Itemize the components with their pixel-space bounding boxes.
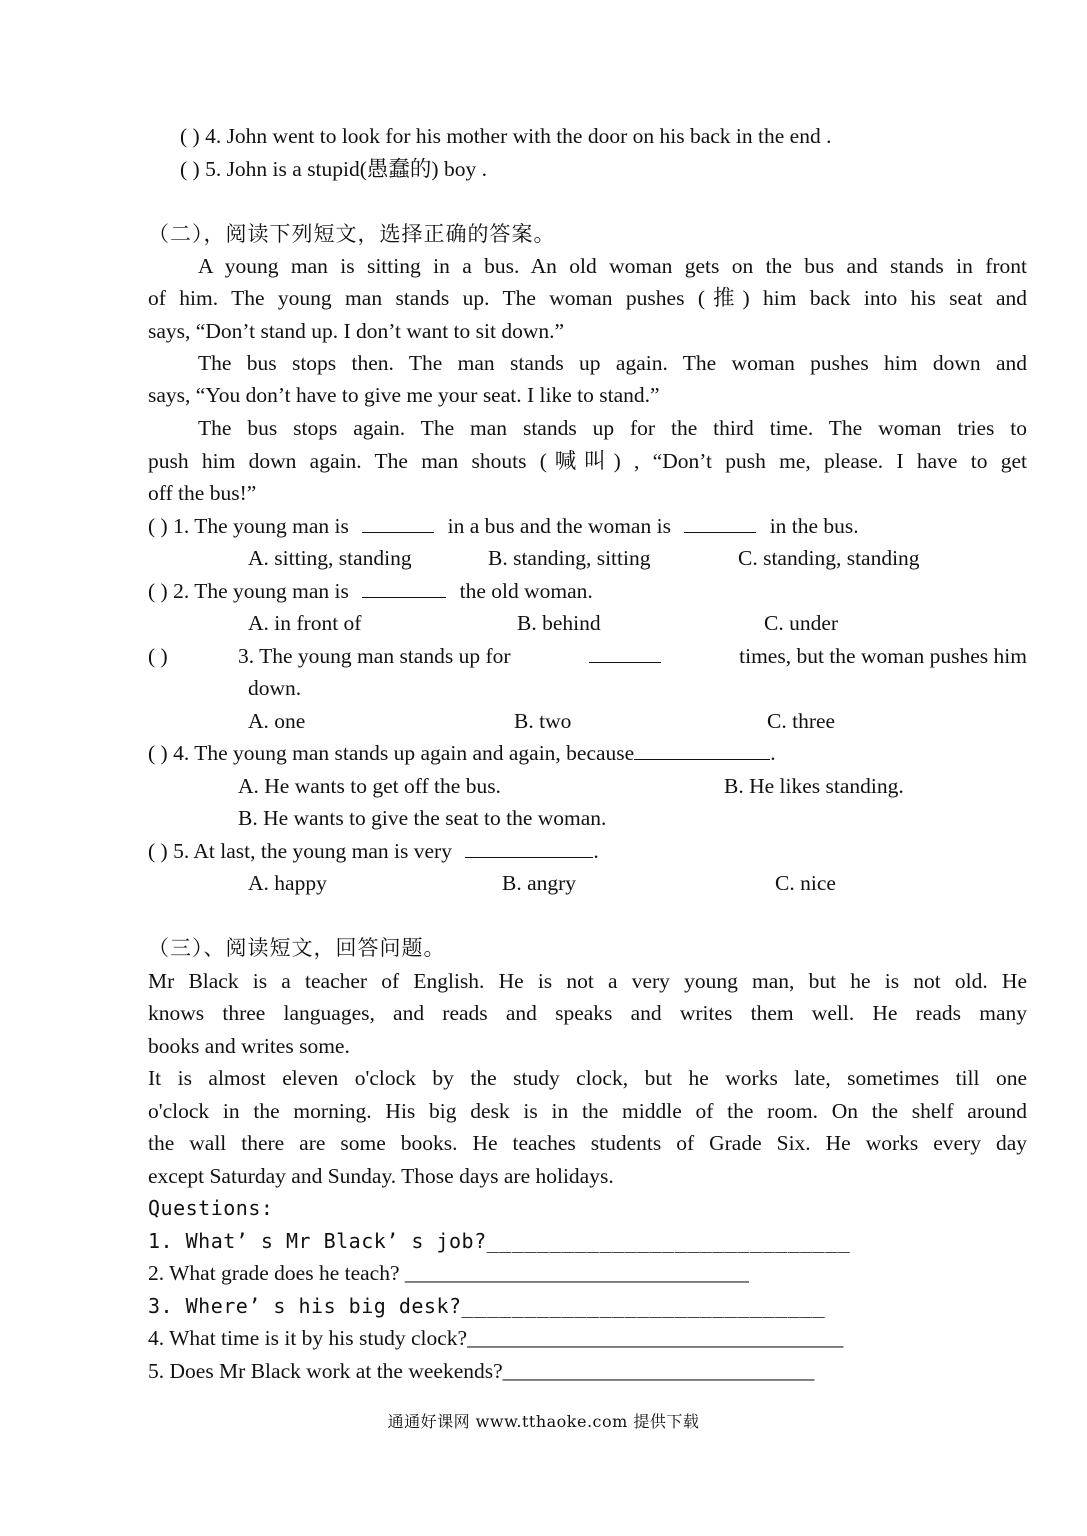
option-a[interactable]: A. sitting, standing	[248, 546, 412, 570]
option-b[interactable]: B. two	[514, 709, 572, 733]
part3-passage-line-5: o'clock in the morning. His big desk is in the middle of the room. On the shelf around	[148, 1099, 1027, 1123]
part1-question-5: ( ) 5. John is a stupid(愚蠢的) boy .	[180, 157, 487, 181]
part3-question-1[interactable]: 1. What’ s Mr Black’ s job?_____________________________	[148, 1229, 851, 1253]
answer-paren[interactable]: ( )	[148, 644, 168, 668]
part3-passage-line-7: except Saturday and Sunday. Those days are holidays.	[148, 1164, 614, 1188]
question-stem: in the bus.	[769, 514, 859, 538]
part3-question-5[interactable]: 5. Does Mr Black work at the weekends?_____________________________	[148, 1359, 815, 1383]
part2-heading: （二），阅读下列短文，选择正确的答案。	[148, 222, 556, 246]
option-c[interactable]: C. standing, standing	[738, 546, 920, 570]
option-a[interactable]: A. in front of	[248, 611, 362, 635]
part1-question-4: ( ) 4. John went to look for his mother with the door on his back in the end .	[180, 124, 832, 148]
option-b[interactable]: B. He likes standing.	[724, 774, 904, 798]
part2-passage-line-2: of him. The young man stands up. The woman pushes (推) him back into his seat and	[148, 286, 1027, 310]
part2-question-1	[148, 512, 859, 540]
fill-blank[interactable]	[362, 512, 434, 533]
part3-question-2[interactable]: 2. What grade does he teach? ________________________________	[148, 1261, 749, 1285]
option-c[interactable]: C. under	[764, 611, 839, 635]
questions-label: Questions:	[148, 1196, 274, 1220]
part2-passage-line-1: A young man is sitting in a bus. An old woman gets on the bus and stands in front	[198, 254, 1027, 278]
part3-question-3[interactable]: 3. Where’ s his big desk?_____________________________	[148, 1294, 826, 1318]
question-stem: 5. At last, the young man is very	[173, 839, 452, 863]
fill-blank[interactable]	[589, 642, 661, 663]
fill-blank[interactable]	[634, 739, 770, 760]
part2-question-4	[148, 739, 776, 767]
question-stem: the old woman.	[459, 579, 593, 603]
option-c[interactable]: C. three	[767, 709, 836, 733]
page-footer: 通通好课网 www.tthaoke.com 提供下载	[387, 1412, 700, 1431]
option-a[interactable]: A. one	[248, 709, 306, 733]
question-stem: 3. The young man stands up for	[238, 644, 511, 668]
question-stem: times, but the woman pushes him	[739, 644, 1027, 668]
part2-question-3	[148, 642, 1027, 670]
part3-passage-line-1: Mr Black is a teacher of English. He is not a very young man, but he is not old. He	[148, 969, 1027, 993]
part2-passage-line-6: The bus stops again. The man stands up for the third time. The woman tries to	[198, 416, 1027, 440]
question-stem: in a bus and the woman is	[447, 514, 671, 538]
part2-question-2	[148, 577, 593, 605]
question-continuation: down.	[248, 676, 302, 700]
option-b[interactable]: B. standing, sitting	[488, 546, 651, 570]
part2-passage-line-8: off the bus!”	[148, 481, 257, 505]
part3-passage-line-6: the wall there are some books. He teaches students of Grade Six. He works every day	[148, 1131, 1027, 1155]
part3-passage-line-2: knows three languages, and reads and speaks and writes them well. He reads many	[148, 1001, 1027, 1025]
answer-paren[interactable]: ( )	[148, 579, 168, 603]
fill-blank[interactable]	[684, 512, 756, 533]
question-end: .	[593, 839, 599, 863]
answer-paren[interactable]: ( )	[148, 839, 168, 863]
part3-passage-line-4: It is almost eleven o'clock by the study clock, but he works late, sometimes till one	[148, 1066, 1027, 1090]
part3-heading: （三）、阅读短文，回答问题。	[148, 936, 446, 960]
question-stem: 1. The young man is	[173, 514, 349, 538]
question-stem: 4. The young man stands up again and again, because	[173, 741, 635, 765]
part3-question-4[interactable]: 4. What time is it by his study clock?___________________________________	[148, 1326, 844, 1350]
fill-blank[interactable]	[465, 837, 593, 858]
part3-passage-line-3: books and writes some.	[148, 1034, 350, 1058]
answer-paren[interactable]: ( )	[148, 741, 168, 765]
option-b[interactable]: B. behind	[517, 611, 601, 635]
part2-passage-line-3: says, “Don’t stand up. I don’t want to sit down.”	[148, 319, 565, 343]
answer-paren[interactable]: ( )	[148, 514, 168, 538]
part2-passage-line-5: says, “You don’t have to give me your seat. I like to stand.”	[148, 383, 660, 407]
part2-passage-line-7: push him down again. The man shouts (喊叫) , “Don’t push me, please. I have to get	[148, 449, 1027, 473]
part2-question-5	[148, 837, 599, 865]
fill-blank[interactable]	[362, 577, 446, 598]
option-c[interactable]: B. He wants to give the seat to the woman.	[238, 806, 607, 830]
option-a[interactable]: A. He wants to get off the bus.	[238, 774, 501, 798]
question-end: .	[770, 741, 776, 765]
question-stem: 2. The young man is	[173, 579, 349, 603]
option-c[interactable]: C. nice	[775, 871, 836, 895]
part2-passage-line-4: The bus stops then. The man stands up again. The woman pushes him down and	[198, 351, 1027, 375]
option-a[interactable]: A. happy	[248, 871, 327, 895]
option-b[interactable]: B. angry	[502, 871, 577, 895]
